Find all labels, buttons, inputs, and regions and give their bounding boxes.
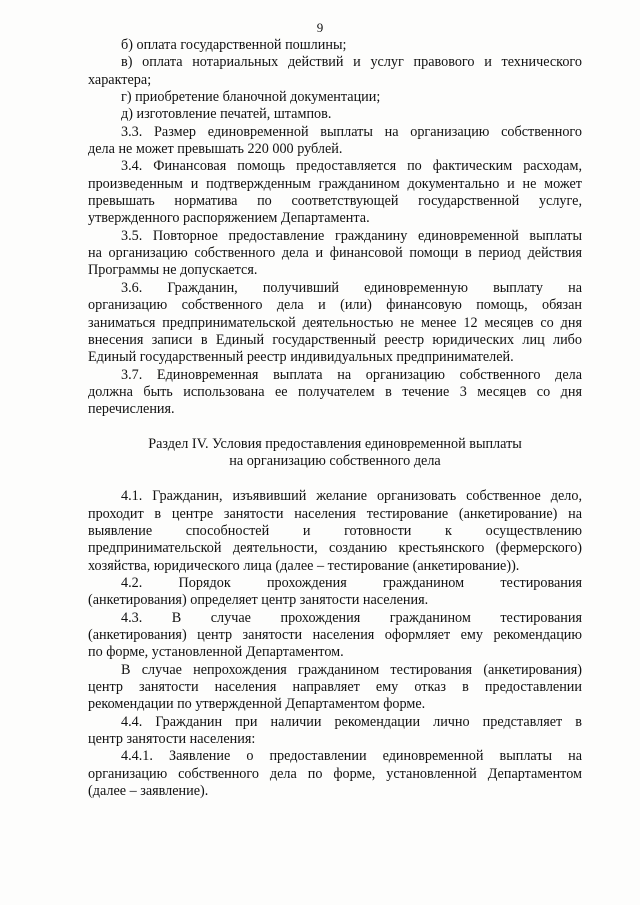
heading-line: на организацию собственного дела bbox=[229, 452, 441, 469]
paragraph bbox=[88, 280, 582, 367]
text-line: заниматься предпринимательской деятельностью не менее 12 месяцев со дня bbox=[88, 314, 582, 331]
paragraph bbox=[88, 610, 582, 662]
text-line: 4.3. В случае прохождения гражданином тестирования bbox=[121, 609, 582, 626]
paragraph bbox=[88, 89, 582, 106]
text-line: в) оплата нотариальных действий и услуг правового и технического bbox=[121, 54, 582, 71]
paragraph bbox=[88, 228, 582, 280]
text-line: внесения записи в Единый государственный реестр юридических лиц либо bbox=[88, 331, 582, 348]
paragraph bbox=[88, 488, 582, 575]
text-line: рекомендации по утвержденной Департаментом форме. bbox=[88, 696, 426, 713]
text-line: б) оплата государственной пошлины; bbox=[121, 37, 347, 53]
page-number: 9 bbox=[316, 20, 324, 35]
text-line: произведенным и подтвержденным гражданином документально и не может bbox=[88, 175, 582, 192]
text-line: 4.4.1. Заявление о предоставлении единовременной выплаты на bbox=[121, 748, 582, 765]
text-line: 3.6. Гражданин, получивший единовременную выплату на bbox=[121, 279, 582, 296]
text-line: Единый государственный реестр индивидуальных предпринимателей. bbox=[88, 349, 514, 366]
text-line: (анкетирования) центр занятости населения оформляет ему рекомендацию bbox=[88, 627, 582, 643]
text-line: 3.5. Повторное предоставление гражданину единовременной выплаты bbox=[121, 227, 582, 244]
paragraph bbox=[88, 748, 582, 800]
text-line: (анкетирования) определяет центр занятости населения. bbox=[88, 592, 429, 609]
text-line: 3.3. Размер единовременной выплаты на организацию собственного bbox=[121, 123, 582, 140]
paragraph bbox=[88, 575, 582, 610]
text-line: В случае непрохождения гражданином тестирования (анкетирования) bbox=[121, 661, 582, 678]
text-line: превышать норматива по соответствующей государственной услуге, bbox=[88, 193, 582, 210]
text-line: д) изготовление печатей, штампов. bbox=[121, 106, 332, 123]
heading-line: Раздел IV. Условия предоставления единовременной выплаты bbox=[148, 435, 522, 452]
document-body bbox=[88, 37, 582, 800]
text-line: организацию собственного дела по форме, установленной Департаментом bbox=[88, 765, 582, 782]
paragraph bbox=[88, 367, 582, 419]
text-line: предпринимательской деятельности, созданию крестьянского (фермерского) bbox=[88, 540, 582, 557]
text-line: дела не может превышать 220 000 рублей. bbox=[88, 141, 343, 158]
paragraph bbox=[88, 158, 582, 227]
text-line: 4.1. Гражданин, изъявивший желание организовать собственное дело, bbox=[121, 488, 582, 505]
text-line: характера; bbox=[88, 71, 152, 88]
text-line: должна быть использована ее получателем в течение 3 месяцев со дня bbox=[88, 383, 582, 400]
text-line: на организацию собственного дела и финансовой помощи в период действия bbox=[88, 245, 582, 262]
text-line: 4.4. Гражданин при наличии рекомендации лично представляет в bbox=[121, 713, 582, 730]
text-line: выявление способностей и готовности к осуществлению bbox=[88, 522, 582, 539]
text-line: г) приобретение бланочной документации; bbox=[121, 89, 381, 106]
text-line: хозяйства, юридического лица (далее – тестирование (анкетирование)). bbox=[88, 557, 520, 574]
section-heading bbox=[88, 436, 582, 471]
text-line: утвержденного распоряжением Департамента. bbox=[88, 210, 370, 227]
text-line: 3.7. Единовременная выплата на организацию собственного дела bbox=[121, 366, 582, 383]
text-line: (далее – заявление). bbox=[88, 783, 209, 800]
paragraph bbox=[88, 37, 582, 54]
text-line: Программы не допускается. bbox=[88, 262, 258, 279]
paragraph bbox=[88, 124, 582, 159]
paragraph bbox=[88, 106, 582, 123]
paragraph bbox=[88, 54, 582, 89]
text-line: 4.2. Порядок прохождения гражданином тестирования bbox=[121, 574, 582, 591]
paragraph bbox=[88, 662, 582, 714]
text-line: центр занятости населения направляет ему отказ в предоставлении bbox=[88, 679, 582, 696]
text-line: проходит в центре занятости населения тестирование (анкетирование) на bbox=[88, 505, 582, 522]
text-line: 3.4. Финансовая помощь предоставляется по фактическим расходам, bbox=[121, 158, 582, 175]
text-line: центр занятости населения: bbox=[88, 731, 256, 748]
paragraph bbox=[88, 714, 582, 749]
text-line: по форме, установленной Департаментом. bbox=[88, 644, 344, 661]
text-line: организацию собственного дела и (или) финансовую помощь, обязан bbox=[88, 297, 582, 314]
text-line: перечисления. bbox=[88, 401, 175, 418]
